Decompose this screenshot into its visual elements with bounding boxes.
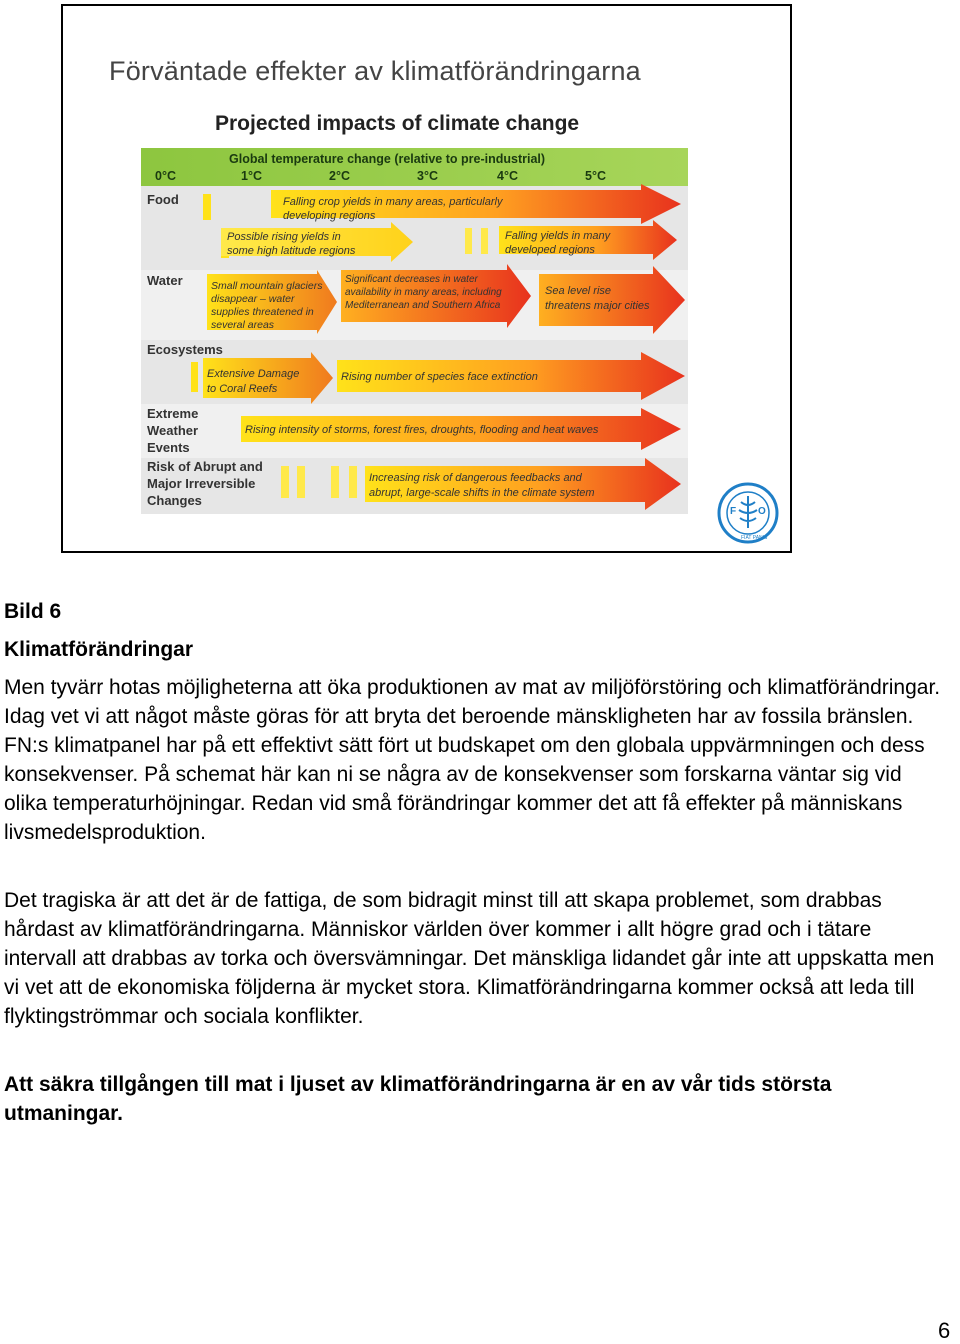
paragraph-1: Men tyvärr hotas möjligheterna att öka produktionen av mat av miljöförstöring och klimatförändringar. Idag vet vi att något måste göras för att bryta det beroende mänskligheten har av fossila bränslen. FN:s klimatpanel har på ett effektivt sätt fört ut budskapet om den globala uppvärmningen och dess konsekvenser. På schemat här kan ni se några av de konsekvenser som forskarna väntar sig vid olika temperaturhöjningar. Redan vid små förändringar kommer det att få effekter på människans livsmedelsproduktion. xyxy=(4,676,941,844)
svg-text:disappear – water: disappear – water xyxy=(211,293,295,305)
row-label-water: Water xyxy=(147,273,183,288)
page-number: 6 xyxy=(938,1318,951,1343)
row-label-risk: Risk of Abrupt and xyxy=(147,459,263,474)
svg-text:several areas: several areas xyxy=(211,319,275,331)
row-label-food: Food xyxy=(147,192,179,207)
svg-text:Rising number of species face: Rising number of species face extinction xyxy=(341,371,538,383)
row-label-ecosystems: Ecosystems xyxy=(147,342,223,357)
svg-text:availability in many areas, in: availability in many areas, including xyxy=(345,287,502,298)
svg-text:developed regions: developed regions xyxy=(505,244,595,256)
svg-text:Mediterranean and Southern Afr: Mediterranean and Southern Africa xyxy=(345,300,501,311)
temp-2: 2°C xyxy=(329,169,350,183)
slide-title: Förväntade effekter av klimatförändringarna xyxy=(109,56,641,86)
svg-text:F: F xyxy=(730,506,737,517)
slide-label: Bild 6 xyxy=(4,600,62,623)
row-label-risk: Major Irreversible xyxy=(147,476,256,491)
svg-text:some high latitude regions: some high latitude regions xyxy=(227,245,356,257)
row-label-risk: Changes xyxy=(147,493,202,508)
slide-image xyxy=(61,4,792,553)
paragraph-2: Det tragiska är att det är de fattiga, de som bidragit minst till att skapa problemet, som drabbas hårdast av klimatförändringarna. Människor världen över kommer i allt högre grad och i tätare intervall att drabbas av torka och översvämningar. Det mänskliga lidandet går inte att uppskatta men vi vet att de ekonomiska följderna är mycket stora. Klimatförändringarna kommer också att leda till flyktingströmmar och sociala konflikter. xyxy=(4,889,935,1028)
temp-3: 3°C xyxy=(417,169,438,183)
svg-text:O: O xyxy=(758,506,766,517)
impacts-diagram xyxy=(141,144,688,514)
svg-text:supplies threatened in: supplies threatened in xyxy=(211,306,314,318)
svg-text:Extensive Damage: Extensive Damage xyxy=(207,368,300,380)
svg-text:Increasing risk of dangerous f: Increasing risk of dangerous feedbacks and xyxy=(369,472,582,484)
svg-text:Rising intensity of storms, fo: Rising intensity of storms, forest fires, droughts, flooding and heat waves xyxy=(245,424,599,436)
svg-text:abrupt, large-scale shifts in: abrupt, large-scale shifts in the climate system xyxy=(369,487,595,499)
section-title: Klimatförändringar xyxy=(4,638,194,661)
temp-0: 0°C xyxy=(155,169,176,183)
row-label-extreme: Extreme xyxy=(147,406,199,421)
temperature-header-label: Global temperature change (relative to pre-industrial) xyxy=(229,152,546,166)
paragraph-3-conclusion: Att säkra tillgången till mat i ljuset av klimatförändringarna är en av vår tids största utmaningar. xyxy=(4,1073,832,1125)
row-label-extreme: Weather xyxy=(147,423,199,438)
svg-text:Possible rising yields in: Possible rising yields in xyxy=(227,231,341,243)
svg-text:Significant decreases in water: Significant decreases in water xyxy=(345,274,478,285)
slide-subtitle: Projected impacts of climate change xyxy=(215,112,580,135)
svg-text:Falling crop yields in many ar: Falling crop yields in many areas, particularly xyxy=(283,196,503,208)
svg-text:developing regions: developing regions xyxy=(283,210,376,222)
svg-text:Small mountain glaciers: Small mountain glaciers xyxy=(211,280,323,292)
temp-1: 1°C xyxy=(241,169,262,183)
svg-text:Falling yields in many: Falling yields in many xyxy=(505,230,611,242)
row-label-extreme: Events xyxy=(147,440,190,455)
temp-4: 4°C xyxy=(497,169,518,183)
temp-5: 5°C xyxy=(585,169,606,183)
svg-text:to Coral Reefs: to Coral Reefs xyxy=(207,383,278,395)
svg-text:FIAT PANIS: FIAT PANIS xyxy=(741,535,768,541)
fao-logo-icon xyxy=(717,482,779,544)
svg-text:threatens major cities: threatens major cities xyxy=(545,300,650,312)
svg-text:Sea level rise: Sea level rise xyxy=(545,285,612,297)
